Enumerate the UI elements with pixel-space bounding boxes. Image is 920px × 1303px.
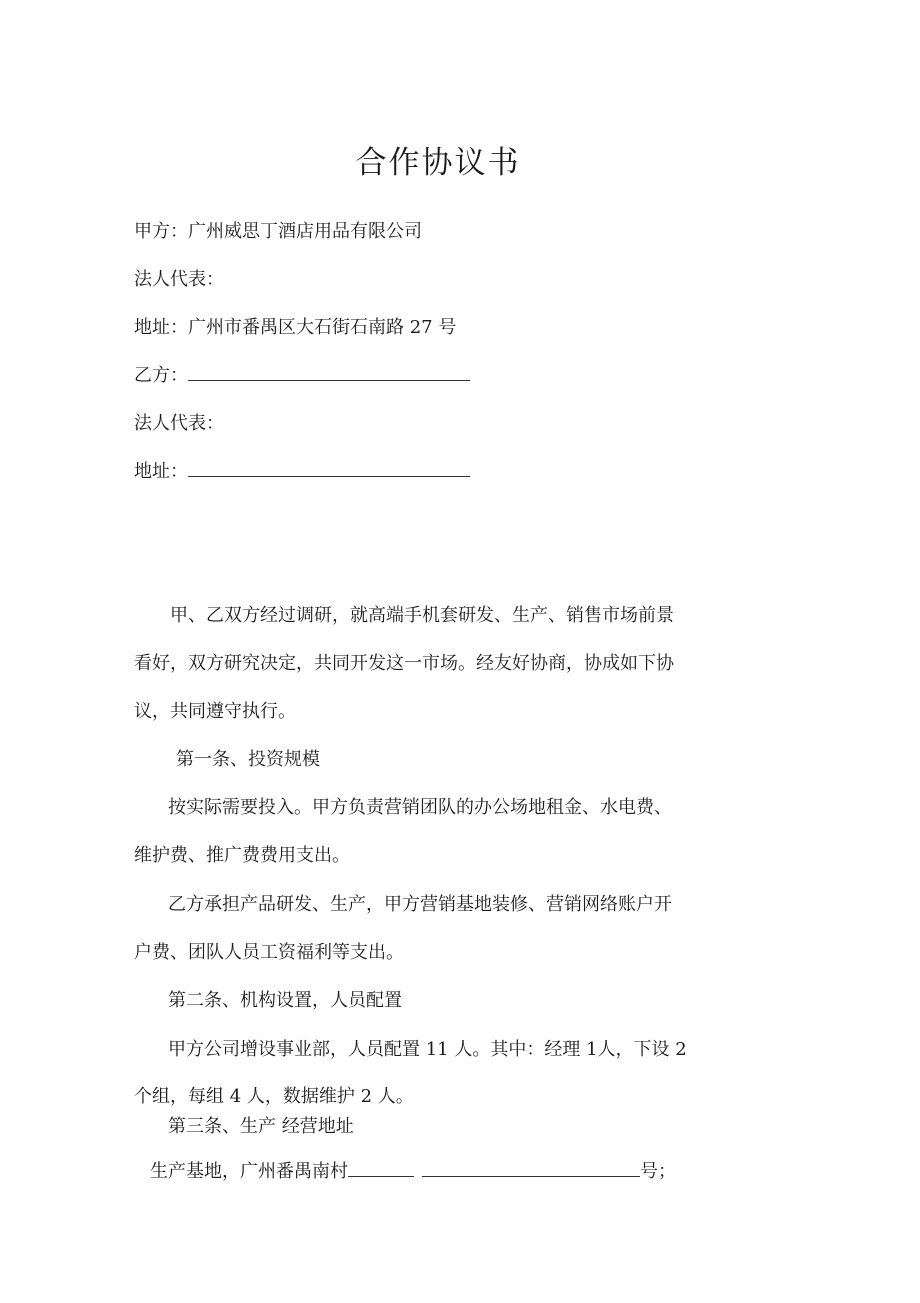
article1-paragraph-line: 维护费、推广费费用支出。 (134, 845, 350, 866)
article1-paragraph-line: 乙方承担产品研发、生产，甲方营销基地装修、营销网络账户开 (168, 894, 672, 915)
article1-paragraph-line: 按实际需要投入。甲方负责营销团队的办公场地租金、水电费、 (168, 797, 672, 818)
party-a-name: 甲方：广州威思丁酒店用品有限公司 (134, 221, 422, 242)
party-a-address: 地址：广州市番禺区大石街石南路 27 号 (134, 317, 457, 338)
production-base-label: 生产基地，广州番禺南村 (150, 1161, 348, 1182)
party-b-name-row (134, 364, 470, 388)
party-b-address-label: 地址： (134, 461, 188, 482)
article3-heading: 第三条、生产 经营地址 (168, 1116, 354, 1137)
party-b-address-row (134, 460, 470, 484)
production-base-row (150, 1160, 676, 1184)
party-a-representative: 法人代表： (134, 269, 224, 290)
party-b-representative: 法人代表： (134, 413, 224, 434)
intro-line: 甲、乙双方经过调研，就高端手机套研发、生产、销售市场前景 (170, 605, 674, 626)
production-base-blank (348, 1160, 414, 1177)
article1-heading: 第一条、投资规模 (176, 749, 320, 770)
article1-paragraph-line: 户费、团队人员工资福利等支出。 (134, 942, 404, 963)
article2-paragraph-line: 个组，每组 4 人，数据维护 2 人。 (134, 1086, 414, 1107)
intro-line: 看好，双方研究决定，共同开发这一市场。经友好协商，协成如下协 (134, 653, 674, 674)
document-title: 合作协议书 (355, 144, 521, 181)
article2-heading: 第二条、机构设置，人员配置 (168, 990, 402, 1011)
intro-line: 议，共同遵守执行。 (134, 701, 296, 722)
party-b-name-label: 乙方： (134, 365, 188, 386)
production-base-blank (422, 1160, 640, 1177)
production-base-suffix: 号； (640, 1161, 676, 1182)
party-b-name-blank (188, 364, 470, 381)
party-b-address-blank (188, 460, 470, 477)
article2-paragraph-line: 甲方公司增设事业部，人员配置 11 人。其中：经理 1人，下设 2 (168, 1039, 687, 1060)
